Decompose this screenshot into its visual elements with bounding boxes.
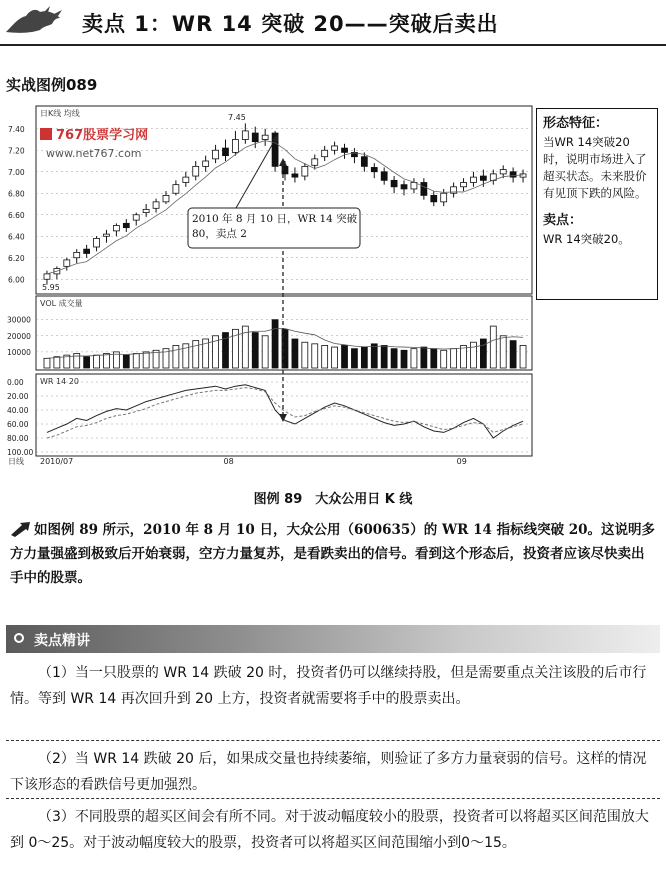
volume-bar	[401, 350, 407, 368]
volume-legend: VOL 成交量	[40, 299, 83, 308]
wr-tick-label: 40.00	[7, 406, 29, 415]
candle-body	[193, 166, 199, 176]
volume-bar	[312, 344, 318, 368]
wr-legend: WR 14 20	[40, 377, 79, 386]
point-divider	[6, 740, 660, 741]
low-price-label: 5.95	[42, 283, 60, 292]
tick-layer	[7, 125, 467, 466]
candle-body	[302, 166, 308, 176]
volume-bar	[322, 345, 328, 368]
volume-bar	[54, 357, 60, 368]
price-tick-label: 6.40	[8, 232, 25, 242]
volume-bar	[361, 347, 367, 368]
signal-arrow-head-up	[279, 158, 287, 166]
candle-body	[84, 249, 90, 253]
candle-body	[74, 252, 80, 257]
section-title: 卖点精讲	[34, 633, 90, 649]
feature-heading: 形态特征：	[543, 116, 609, 131]
volume-bar	[173, 345, 179, 368]
candle-body	[242, 131, 248, 140]
wr-tick-label: 80.00	[7, 434, 29, 443]
watermark-icon	[40, 128, 52, 140]
candle-body	[232, 140, 238, 153]
callout-text: 2010 年 8 月 10 日，WR 14 突破 80，卖点 2	[192, 213, 358, 240]
candle-body	[510, 172, 516, 177]
volume-tick-label: 20000	[7, 331, 31, 341]
candle-body	[361, 157, 367, 167]
candle-body	[163, 195, 169, 201]
candle-body	[480, 176, 486, 180]
volume-bar	[371, 344, 377, 368]
volume-bar	[470, 342, 476, 368]
price-tick-label: 6.20	[8, 253, 25, 263]
price-tick-label: 7.00	[8, 167, 25, 177]
volume-bar	[510, 341, 516, 368]
volume-bar	[480, 339, 486, 368]
candle-body	[203, 161, 209, 166]
sell-text: WR 14突破20。	[543, 232, 630, 246]
point-text-3: （3）不同股票的超买区间会有所不同。对于波动幅度较小的股票，投资者可以将超买区间范围放大到 0～25。对于波动幅度较大的股票，投资者可以将超买区间范围缩小到0～15。	[10, 809, 649, 851]
page-header	[0, 0, 666, 48]
candle-body	[44, 274, 50, 279]
date-tick-label: 08	[223, 457, 234, 466]
candle-body	[421, 183, 427, 196]
grid-layer	[36, 129, 532, 452]
point-item-2	[10, 746, 656, 798]
volume-bar	[441, 350, 447, 368]
volume-tick-label: 30000	[7, 315, 31, 325]
candle-body	[391, 180, 397, 186]
page-title: 卖点 1：WR 14 突破 20——突破后卖出	[82, 12, 499, 36]
section-band	[6, 625, 660, 653]
volume-bar	[103, 354, 109, 369]
volume-bar	[421, 347, 427, 368]
chart-canvas	[6, 100, 536, 468]
volume-bar	[500, 336, 506, 368]
wr-tick-label: 100.00	[7, 448, 34, 457]
volume-bar	[252, 333, 258, 368]
candle-body	[520, 174, 526, 177]
figure-caption: 图例 89 大众公用日 K 线	[253, 492, 413, 507]
candle-body	[381, 172, 387, 181]
volume-bar	[84, 357, 90, 368]
date-tick-label: 2010/07	[40, 457, 74, 466]
sell-heading: 卖点：	[543, 213, 583, 228]
volume-bar	[351, 349, 357, 368]
candle-body	[431, 195, 437, 201]
volume-bar	[262, 336, 268, 368]
volume-tick-label: 10000	[7, 347, 31, 357]
volume-bar	[302, 342, 308, 368]
candle-body	[371, 167, 377, 171]
feature-text: 当WR 14突破20时，说明市场进入了超买状态。未来股价有见顶下跌的风险。	[543, 135, 647, 200]
stock-chart	[6, 100, 536, 468]
candle-body	[441, 193, 447, 202]
price-legend: 日K线 均线	[40, 109, 80, 118]
callout-pointer	[236, 138, 276, 208]
candle-body	[94, 238, 100, 247]
candle-body	[312, 159, 318, 165]
candle-body	[64, 260, 70, 266]
price-ma-line	[47, 141, 523, 274]
point-item-3	[10, 804, 656, 856]
volume-bar	[292, 339, 298, 368]
price-tick-label: 6.00	[8, 275, 25, 285]
price-tick-label: 7.40	[8, 124, 25, 134]
price-tick-label: 7.20	[8, 146, 25, 156]
volume-bar	[123, 355, 129, 368]
case-label: 实战图例089	[6, 76, 98, 94]
candle-body	[500, 170, 506, 174]
volume-bar	[272, 320, 278, 368]
watermark	[40, 127, 148, 160]
volume-bar	[391, 349, 397, 368]
candle-body	[123, 223, 129, 227]
wr-tick-label: 20.00	[7, 392, 29, 401]
volume-bar	[342, 345, 348, 368]
volume-bar	[94, 355, 100, 368]
header-divider	[0, 44, 666, 46]
volume-bar	[520, 345, 526, 368]
volume-bar	[332, 347, 338, 368]
intro-paragraph	[10, 518, 656, 590]
wr-tick-label: 0.00	[7, 378, 24, 387]
volume-bar	[411, 349, 417, 368]
candle-body	[183, 177, 189, 182]
volume-bar	[431, 349, 437, 368]
wr-layer	[47, 385, 523, 438]
candle-body	[103, 234, 109, 236]
candle-body	[153, 202, 159, 208]
intro-text: 如图例 89 所示，2010 年 8 月 10 日，大众公用（600635）的 WR 14 指标线突破 20。这说明多方力量强盛到极致后开始衰弱，空方力量复苏，是看跌卖出的信号。看到这个形态后，投资者应该尽快卖出手中的股票。	[10, 522, 656, 586]
axis-left-label: 日线	[8, 457, 24, 466]
candle-body	[342, 148, 348, 152]
date-tick-label: 09	[456, 457, 467, 466]
point-divider	[6, 798, 660, 799]
candle-body	[143, 209, 149, 212]
candle-body	[322, 150, 328, 156]
price-tick-label: 6.60	[8, 210, 25, 220]
volume-bar	[133, 354, 139, 369]
volume-bar	[451, 349, 457, 368]
point-text-2: （2）当 WR 14 跌破 20 后，如果成交量也持续萎缩，则验证了多方力量衰弱的信号。这样的情况下该形态的看跌信号更加强烈。	[10, 751, 647, 793]
candle-body	[262, 135, 268, 139]
point-item-1	[10, 660, 656, 712]
candle-body	[113, 226, 119, 231]
volume-bar	[193, 341, 199, 368]
candle-body	[173, 185, 179, 194]
section-bullet-icon	[14, 633, 24, 643]
volume-bar	[143, 352, 149, 368]
volume-bar	[490, 326, 496, 368]
candle-body	[133, 215, 139, 220]
candle-body	[292, 174, 298, 177]
volume-bar	[381, 345, 387, 368]
bull-logo-icon	[4, 4, 66, 40]
point-text-1: （1）当一只股票的 WR 14 跌破 20 时，投资者仍可以继续持股，但是需要重点关注该股的后市行情。等到 WR 14 再次回升到 20 上方，投资者就需要将手中的股票卖出。	[10, 665, 647, 707]
wr-series-line	[47, 388, 523, 438]
candle-body	[223, 148, 229, 156]
volume-layer	[44, 320, 526, 368]
candle-body	[470, 177, 476, 182]
price-tick-label: 6.80	[8, 189, 25, 199]
candle-body	[332, 146, 338, 150]
feature-box	[536, 108, 658, 300]
candle-body	[252, 133, 258, 142]
wr-series-line	[47, 385, 523, 438]
wr-tick-label: 60.00	[7, 420, 29, 429]
pointer-hand-icon	[10, 521, 32, 537]
volume-bar	[461, 345, 467, 368]
candle-body	[461, 183, 467, 187]
volume-bar	[44, 358, 50, 368]
watermark-brand: 767股票学习网	[56, 128, 149, 143]
high-price-label: 7.45	[228, 113, 246, 122]
watermark-url: www.net767.com	[46, 147, 142, 160]
candle-body	[213, 150, 219, 159]
candle-body	[401, 185, 407, 189]
